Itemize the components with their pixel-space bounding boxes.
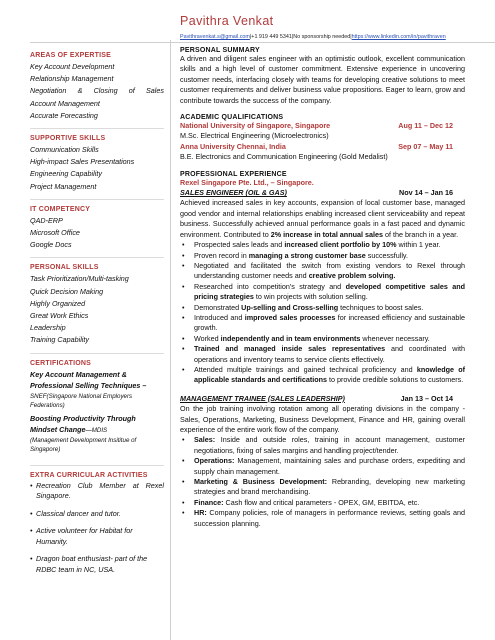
cert-title: Key Account Management & [30,369,127,379]
list-item: High-impact Sales Presentations [30,157,135,167]
linkedin-link[interactable]: https://www.linkedin.com/in/pavithraven [351,34,446,40]
bullet-icon: • [182,260,185,270]
role-bullets [180,435,465,529]
list-item: • Active volunteer for Habitat for Humanity. [30,526,133,546]
section-title: AREAS OF EXPERTISE [30,52,112,59]
section-title: SUPPORTIVE SKILLS [30,135,106,143]
list-item: • Recreation Club Member at Rexel Singapore. [30,480,164,501]
list-item: • Attended multiple trainings and gained technical proficiency and knowledge of applicable standards and certifications to provide credible solutions to customers. [182,364,465,385]
degree: M.Sc. Electrical Engineering (Microelectronics) [180,131,329,141]
bullet-icon: • [30,480,33,490]
resume-header [180,14,495,40]
list-item: Accurate Forecasting [30,110,98,120]
bullet-icon: • [182,333,185,343]
cert-suffix: —MDIS [85,427,108,435]
list-item: Communication Skills [30,145,99,155]
role-intro: Achieved increased sales in key accounts, expansion of local customer base, managed good vendor and internal relationships enabling increased client serviceability and repeat business. Successfully achieved annual performance goals in a fast paced and dynamic environment. Contributed to 2% increase in total annual sales of the branch in a year. [180,198,465,239]
list-item: Training Capability [30,335,89,345]
bullet-icon: • [182,250,185,260]
list-item: • Proven record in managing a strong customer base successfully. [182,250,408,260]
bullet-icon: • [182,344,185,354]
list-item: Microsoft Office [30,228,80,238]
company-row [180,178,465,188]
education-row [180,142,465,152]
list-item: • Worked independently and in team environments whenever necessary. [182,333,430,343]
cert-org: SNEF(Singapore National Employers Federations) [30,392,133,410]
bullet-icon: • [182,456,185,466]
section-title: CERTIFICATIONS [30,359,92,367]
list-item: • Introduced and improved sales processes for increased efficiency and sustainable growth. [182,312,465,333]
list-item: • Classical dancer and tutor. [30,508,121,518]
summary-title: PERSONAL SUMMARY [180,47,260,54]
bullet-icon: • [30,526,33,536]
certifications-section [30,353,164,455]
expertise-section [30,52,164,122]
header-divider [30,42,495,43]
list-item: • Dragon boat enthusiast- part of the RDBC team in NC, USA. [30,554,148,574]
main-content [180,47,465,529]
summary-text: A driven and diligent sales engineer with an optimistic outlook, excellent communication skills and a high level of customer commitment. Extensive experience in uncovering customer needs, interfacing closely with teams for developing creative solutions to meet customer requirements and deliver business value propositions. Eager to learn, grow and contribute towards the success of the company. [180,54,465,105]
role-title: SALES ENGINEER (OIL & GAS) [180,188,287,198]
column-divider [170,40,171,640]
cert-title-line [30,424,164,436]
role-title: MANAGEMENT TRAINEE (SALES LEADERSHIP) [180,393,345,403]
role-dates: Jan 13 – Oct 14 [400,393,453,403]
supportive-section [30,128,164,193]
list-item: • Operations: Management, maintaining sales and purchase orders, expediting and supply chain management. [182,456,465,476]
list-item: • HR: Company policies, role of managers in performance reviews, setting goals and succession planning. [182,508,465,528]
phone-note: |+1 919 449 5341|No sponsorship needed| [249,34,352,40]
list-item: Account Management [30,98,100,108]
bullet-icon: • [182,281,185,291]
list-item: Task Prioritization/Multi-tasking [30,274,129,284]
list-item: • Marketing & Business Development: Rebranding, developing new marketing strategies and brand merchandising. [182,477,465,497]
candidate-name: Pavithra Venkat [180,14,274,28]
bullet-icon: • [182,497,185,507]
bullet-icon: • [182,508,185,518]
list-item: Project Management [30,181,97,191]
bullet-icon: • [30,554,33,564]
academic-title: ACADEMIC QUALIFICATIONS [180,114,284,122]
list-item: Leadership [30,323,66,333]
role-row [180,394,465,404]
role-bullets [180,240,465,386]
bullet-icon: • [30,508,33,518]
degree: B.E. Electronics and Communication Engineering (Gold Medalist) [180,152,388,162]
list-item: • Trained and managed inside sales representatives and coordinated with operations and inventory teams to service clients effectively. [182,344,466,364]
bullet-icon: • [182,312,185,322]
bullet-icon: • [182,302,185,312]
list-item: • Prospected sales leads and increased client portfolio by 10% within 1 year. [182,240,441,250]
personal-section [30,257,164,346]
it-section [30,199,164,252]
school-name: Anna University Chennai, India [180,141,286,151]
section-title: PERSONAL SKILLS [30,264,99,272]
bullet-icon: • [182,240,185,250]
cert-title: Boosting Productivity Through [30,413,136,423]
list-item: • Researched into competition's strategy and developed competitive sales and pricing strategies to win projects with solution selling. [182,281,466,302]
section-title: IT COMPETENCY [30,205,91,213]
education-dates: Aug 11 – Dec 12 [398,121,453,131]
company-name: Rexel Singapore Pte. Ltd., – Singapore. [180,177,314,187]
list-item: Highly Organized [30,298,86,308]
contact-line [180,34,495,40]
sidebar [30,52,164,582]
extra-section [30,465,164,576]
list-item: Negotiation & Closing of Sales [30,86,164,96]
list-item: • Finance: Cash flow and critical parameters - OPEX, GM, EBITDA, etc. [182,497,420,507]
role-intro: On the job training involving rotation among all operating divisions in the company - Sales, Operations, Marketing, Business Development, Finance and HR, gaining overall experience of the entire work flow of the company. [180,404,465,434]
list-item: Great Work Ethics [30,311,89,321]
education-row [180,121,465,131]
cert-title: Professional Selling Techniques – [30,381,147,391]
email-link[interactable]: Pavithravenkat.s@gmail.com [180,34,250,40]
role-row [180,188,465,198]
spacer [180,386,465,394]
list-item: Key Account Development [30,62,115,71]
bullet-icon: • [182,364,185,374]
list-item: Relationship Management [30,74,114,84]
section-title: EXTRA CURRICULAR ACTIVITIES [30,471,148,479]
education-dates: Sep 07 – May 11 [398,141,453,151]
list-item: Engineering Capability [30,169,102,179]
cert-title: Mindset Change [30,425,86,435]
list-item: • Negotiated and facilitated the switch from existing vendors to Rexel through understanding customer needs and creative problem solving. [182,260,465,281]
role-dates: Nov 14 – Jan 16 [399,188,453,198]
cert-org: (Management Development Insititue of Singapore) [30,436,137,454]
list-item: Quick Decision Making [30,286,104,296]
list-item: • Demonstrated Up-selling and Cross-selling techniques to boost sales. [182,302,424,312]
list-item: • Sales: Inside and outside roles, training in account management, customer negotiations, fixing of sales margins and handling project/tender. [182,435,465,455]
experience-title: PROFESSIONAL EXPERIENCE [180,170,287,178]
bullet-icon: • [182,477,185,487]
list-item: QAD-ERP [30,215,63,225]
bullet-icon: • [182,435,185,445]
list-item: Google Docs [30,240,72,250]
school-name: National University of Singapore, Singapore [180,121,331,131]
